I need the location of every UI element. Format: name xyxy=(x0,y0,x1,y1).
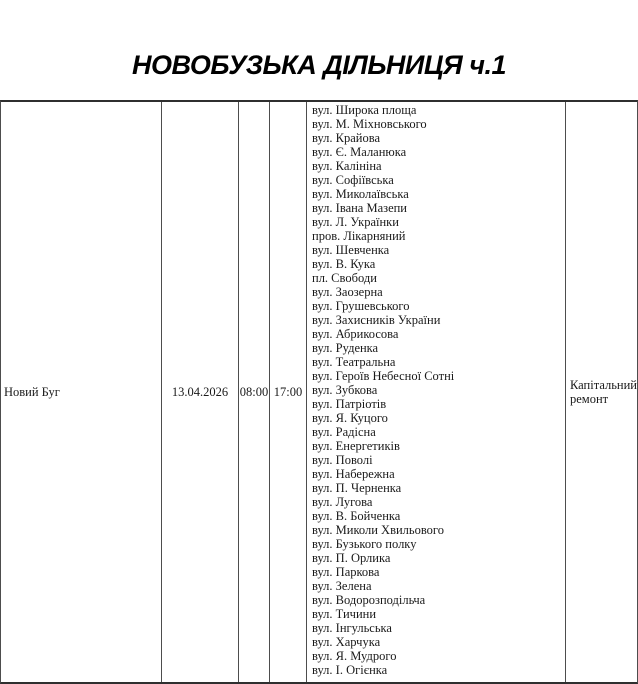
settlement-cell xyxy=(1,102,161,682)
page-title: НОВОБУЗЬКА ДІЛЬНИЦЯ ч.1 xyxy=(132,50,506,80)
time-start: 08:00 xyxy=(239,385,269,399)
street-item: вул. Героїв Небесної Сотні xyxy=(312,369,455,383)
date-cell xyxy=(161,102,238,682)
street-item: вул. Софіївська xyxy=(312,173,394,187)
street-item: вул. Крайова xyxy=(312,131,381,145)
street-item: вул. Зелена xyxy=(312,579,372,593)
street-item: вул. Широка площа xyxy=(312,103,417,117)
street-item: вул. Патріотів xyxy=(312,397,387,411)
time-start-cell xyxy=(238,102,269,682)
street-item: вул. Інгульська xyxy=(312,621,392,635)
streets-list xyxy=(306,102,565,682)
street-item: вул. Радісна xyxy=(312,425,376,439)
work-type: Капітальний ремонт xyxy=(570,378,637,406)
outage-date: 13.04.2026 xyxy=(171,385,229,399)
street-item: вул. Є. Маланюка xyxy=(312,145,407,159)
street-item: вул. Миколаївська xyxy=(312,187,409,201)
street-item: вул. Бузького полку xyxy=(312,537,417,551)
street-item: вул. В. Бойченка xyxy=(312,509,401,523)
street-item: вул. Руденка xyxy=(312,341,379,355)
street-item: вул. Шевченка xyxy=(312,243,390,257)
street-item: вул. Енергетиків xyxy=(312,439,400,453)
time-end-cell xyxy=(269,102,306,682)
street-item: вул. Лугова xyxy=(312,495,373,509)
work-type-cell xyxy=(565,102,637,682)
street-item: вул. Водорозподільча xyxy=(312,593,426,607)
schedule-table xyxy=(0,100,638,684)
street-item: вул. Зубкова xyxy=(312,383,378,397)
street-item: вул. Поволі xyxy=(312,453,373,467)
settlement-name: Новий Буг xyxy=(4,385,60,399)
street-item: пров. Лікарняний xyxy=(312,229,406,243)
time-end: 17:00 xyxy=(273,385,303,399)
street-item: вул. Харчука xyxy=(312,635,381,649)
street-item: вул. Тичини xyxy=(312,607,377,621)
street-item: вул. Абрикосова xyxy=(312,327,399,341)
street-item: вул. Калініна xyxy=(312,159,382,173)
street-item: вул. Я. Мудрого xyxy=(312,649,397,663)
street-item: вул. П. Орлика xyxy=(312,551,391,565)
street-item: вул. Миколи Хвильового xyxy=(312,523,444,537)
street-item: вул. Заозерна xyxy=(312,285,383,299)
street-item: вул. Я. Куцого xyxy=(312,411,388,425)
street-item: вул. В. Кука xyxy=(312,257,376,271)
street-item: вул. Івана Мазепи xyxy=(312,201,408,215)
street-item: вул. Театральна xyxy=(312,355,396,369)
street-item: пл. Свободи xyxy=(312,271,377,285)
street-item: вул. І. Огієнка xyxy=(312,663,388,677)
street-item: вул. Захисників України xyxy=(312,313,441,327)
street-item: вул. М. Міхновського xyxy=(312,117,427,131)
street-item: вул. Паркова xyxy=(312,565,380,579)
street-item: вул. Набережна xyxy=(312,467,395,481)
street-item: вул. Л. Українки xyxy=(312,215,399,229)
street-item: вул. Грушевського xyxy=(312,299,410,313)
street-item: вул. П. Черненка xyxy=(312,481,402,495)
